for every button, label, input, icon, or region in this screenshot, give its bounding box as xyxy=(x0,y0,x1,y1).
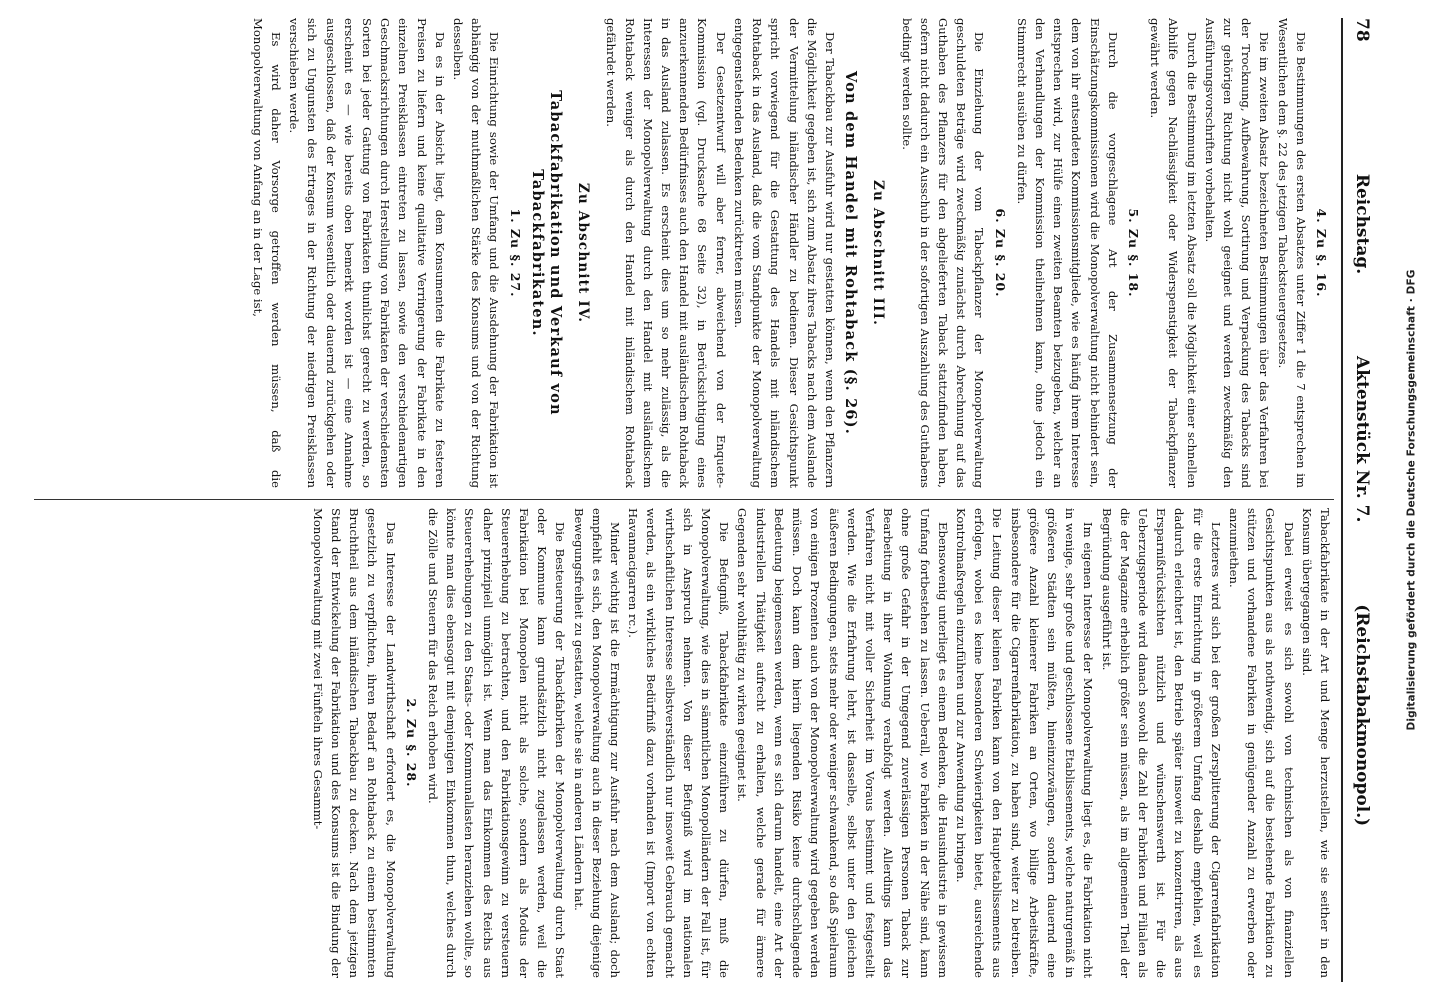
paragraph: Die im zweiten Absatz bezeichneten Bestimmungen über das Verfahren bei der Trocknung, Aufbewahrung, Sortirung und Verpackung des Tabacks sind zur gehörigen Richtung nicht wohl geeignet und werden zweckmäßig den Ausführungsvorschriften vorbehalten. xyxy=(1202,18,1272,488)
paragraph: Durch die Bestimmung im letzten Absatz soll die Möglichkeit einer schnellen Abhilfe gegen Nachlässigkeit oder Widerspenstigkeit der Tabackpflanzer gewährt werden. xyxy=(1148,18,1199,488)
section-20-heading: 6. Zu §. 20. xyxy=(992,208,1008,298)
chapter-3-heading: Zu Abschnitt III. xyxy=(870,179,887,327)
chapter-3-title: Von dem Handel mit Rohtaback (§. 26). xyxy=(842,71,860,435)
right-column xyxy=(14,508,1334,978)
running-title xyxy=(1352,18,1372,982)
paragraph: Die Bestimmungen des ersten Absatzes unter Ziffer 1 die 7 entsprechen im Wesentlichen dem §. 22 des jetzigen Tabacksteuergesetzes. xyxy=(1275,18,1308,488)
section-18-heading: 5. Zu §. 18. xyxy=(1125,208,1141,298)
column-divider xyxy=(34,499,1334,500)
page-number: 78 xyxy=(1352,18,1372,42)
paragraph: Tabackfabrikate in der Art und Menge herzustellen, wie sie seither in den Konsum übergegangen sind. xyxy=(1299,508,1332,978)
paragraph: Es wird daher Vorsorge getroffen werden müssen, daß die Monopolverwaltung von Anfang an in der Lage ist, xyxy=(250,18,284,488)
paragraph: Dabei erweist es sich sowohl von technischen als von finanziellen Gesichtspunkten aus als nothwendig, sich auf die bestehende Fabrikation zu stützen und vorhandene Fabriken in genügender Anzahl zu erwerben oder anzumiethen. xyxy=(1226,508,1296,978)
paragraph: Der Tabackbau zur Ausfuhr wird nur gestatten können, wenn den Pflanzern die Möglichkeit gegeben ist, sich zum Absatz ihres Tabacks nach dem Auslande der Vermittelung inländischer Händler zu bedienen. Dieser Gesichtspunkt spricht vorwiegend für die Gestattung des Handels mit inländischem Rohtaback in das Ausland, daß die vom Standpunkte der Monopolverwaltung entgegenstehenden Bedenken zurücktreten müssen. xyxy=(731,18,837,488)
paragraph: Ebensowenig unterliegt es einem Bedenken, die Hausindustrie in gewissem Umfang fortbestehen zu lassen. Ueberall, wo Fabriken in der Nähe sind, kann ohne große Gefahr in der Umgegend zuverlässigen Personen Taback zur Bearbeitung in ihrer Wohnung verabfolgt werden. Allerdings kann das Verfahren nicht mit voller Sicherheit im Voraus bestimmt und festgestellt werden. Wie die Erfahrung lehrt, ist dasselbe, selbst unter den gleichen äußeren Bedingungen, stets mehr oder weniger schwankend, so daß Spielraum von einigen Prozenten auch von der Monopolverwaltung wird gegeben werden müssen. Doch kann dem hierin liegenden Risiko keine durchschlagende Bedeutung beigemessen werden, wenn es sich darum handelt, eine Art der industriellen Thätigkeit aufrecht zu erhalten, welche gerade für ärmere Gegenden sehr wohlthätig zu wirken geeignet ist. xyxy=(735,508,950,978)
paragraph: Die Besteuerung der Tabackfabriken der Monopolverwaltung durch Staat oder Kommune kann grundsätzlich nicht zugelassen werden, weil die Fabrikation bei Monopolen nicht als solche, sondern als Modus der Steuererhebung zu betrachten, und den Fabrikationsgewinn zu versteuern daher prinzipiell unmöglich ist. Wenn man das Einkommen des Reichs aus Steuererhebungen zu den Staats- oder Kommunallasten heranziehen wollte, so könnte man dies ebensogut mit demjenigen Einkommen thun, welches durch die Zölle und Steuern für das Reich erhoben wird. xyxy=(426,508,568,978)
digitization-note-text: Digitalisierung gefördert durch die Deutsche Forschungsgemeinschaft · DFG xyxy=(1405,269,1417,731)
page-header xyxy=(1344,18,1374,982)
paragraph: Die Einrichtung sowie der Umfang und die Ausdehnung der Fabrikation ist abhängig von der muthmaßlichen Stärke des Konsums und von der Richtung desselben. xyxy=(451,18,502,488)
paragraph: Der Gesetzentwurf will aber ferner, abweichend von der Enquete-Kommission (vgl. Drucksache 68 Seite 32), in Berücksichtigung eines anzuerkennenden Bedürfnisses auch den Handel mit ausländischem Rohtaback in das Ausland zulassen. Es erscheint dies um so mehr zulässig, als die Interessen der Monopolverwaltung durch den Handel mit ausländischem Rohtaback weniger als durch den Handel mit inländischem Rohtaback gefährdet werden. xyxy=(604,18,728,488)
paragraph: Das Interesse der Landwirthschaft erfordert es, die Monopolverwaltung gesetzlich zu verpflichten, ihren Bedarf an Rohtaback zu einem bestimmten Bruchtheil aus dem inländischen Tabackbau zu decken. Nach dem jetzigen Stand der Entwickelung der Fabrikation und des Konsums ist die Bindung der Monopolverwaltung mit zwei Fünfteln ihres Gesammt- xyxy=(310,508,398,978)
paragraph: Minder wichtig ist die Ermächtigung zur Ausfuhr nach dem Ausland; doch empfiehlt es sich, den Monopolverwaltung auch in dieser Beziehung diejenige Bewegungsfreiheit zu gestatten, welche sie in anderen Ländern hat. xyxy=(571,508,623,978)
paragraph: Die Befugniß, Tabackfabrikate einzuführen zu dürfen, muß die Monopolverwaltung, wie dies in sämmtlichen Monopolländern der Fall ist, für sich in Anspruch nehmen. Von dieser Befugniß wird im nationalen wirthschaftlichen Interesse selbstverständlich nur insoweit Gebrauch gemacht werden, als ein wirkliches Bedürfniß dazu vorhanden ist (Import von echten Havannacigarren rc.). xyxy=(626,508,732,978)
section-28-heading: 2. Zu §. 28. xyxy=(403,698,419,788)
section-27-heading: 1. Zu §. 27. xyxy=(507,208,523,298)
paragraph: Letzteres wird sich bei der großen Zersplitterung der Cigarrenfabrikation für die erste Einrichtung in größerem Umfang deshalb empfehlen, weil es dadurch erleichtert ist, den Betrieb später insoweit zu konzentriren, als aus Ersparnißrücksichten nützlich und wünschenswerth ist. Für die Ueberzugsperiode wird danach sowohl die Zahl der Fabriken und Filialen als die der Magazine erheblich größer sein müssen, als im allgemeinen Theil der Begründung ausgeführt ist. xyxy=(1099,508,1223,978)
chapter-4-heading: Zu Abschnitt IV. xyxy=(575,182,592,324)
digitization-note xyxy=(1390,0,1432,1000)
paragraph: Durch die vorgeschlagene Art der Zusammensetzung der Einschätzungskommissionen wird die Monopolverwaltung nicht behindert sein, dem von ihr entsendeten Kommissionsmitgliede, wie es häufig ihrem Interesse entsprechen wird, zur Hülfe einen zweiten Beamten beizugeben, welcher an den Verhandlungen der Kommission theilnehmen kann, ohne jedoch ein Stimmrecht ausüben zu dürfen. xyxy=(1014,18,1120,488)
header-middle: Aktenstück Nr. 7. xyxy=(1352,356,1372,523)
chapter-4-title: Tabackfabrikation und Verkauf von Tabackfabrikaten. xyxy=(528,90,565,416)
paragraph: Da es in der Absicht liegt, dem Konsumenten die Fabrikate zu festeren Preisen zu liefern und keine qualitative Verringerung der Fabrikate in den einzelnen Preisklassen eintreten zu lassen, sowie den verschiedenartigen Geschmacksrichtungen durch Herstellung von Fabrikaten der verschiedensten Sorten bei jeder Gattung von Fabrikaten thunlichst gerecht zu werden, so erscheint es — wie bereits oben bemerkt worden ist — eine Annahme ausgeschlossen, daß der Konsum wesentlich oder dauernd zurückgehen oder sich zu Ungunsten des Ertrages in der Richtung der niedrigen Preisklassen verschieben werde. xyxy=(287,18,447,488)
paragraph: Die Einziehung der vom Tabackpflanzer der Monopolverwaltung geschuldeten Beträge wird zweckmäßig zunächst durch Abrechnung auf das Guthaben des Pflanzers für den abgelieferten Taback stattzufinden haben, sofern nicht dadurch ein Ausschub in der sofortigen Auszahlung des Guthabens bedingt werden sollte. xyxy=(899,18,987,488)
left-column xyxy=(14,18,1334,488)
section-16-heading: 4. Zu §. 16. xyxy=(1314,208,1329,298)
header-right: (Reichstabakmonopol.) xyxy=(1352,604,1372,827)
paragraph: Im eigenen Interesse der Monopolverwaltung liegt es, die Fabrikation nicht in wenige, sehr große und geschlossene Etablissements, welche naturgemäß in größeren Städten sein müßten, hineinzuzwängen, sondern dauernd eine größere Anzahl kleinerer Fabriken an Orten, wo billige Arbeitskräfte, insbesondere für die Cigarrenfabrikation, zu haben sind, weiter zu betreiben. Die Leitung dieser kleinen Fabriken kann von den Hauptetablissements aus erfolgen, wobei es keine besonderen Schwierigkeiten bietet, ausreichende Kontrolmaßregeln einzuführen und zur Anwendung zu bringen. xyxy=(953,508,1096,978)
header-left: Reichstag. xyxy=(1352,173,1372,275)
header-rule xyxy=(1341,18,1343,982)
